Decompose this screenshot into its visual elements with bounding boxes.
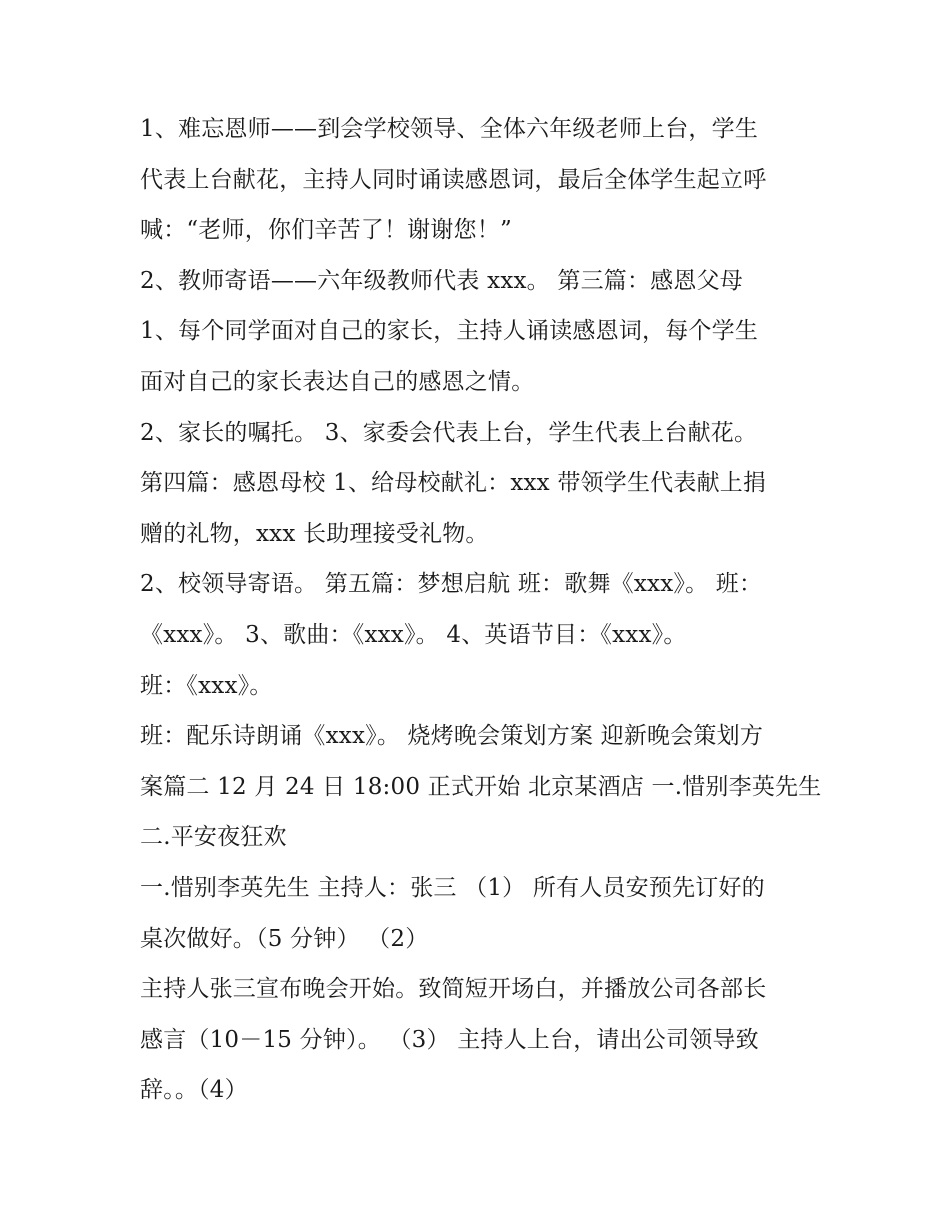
text-line-13: 班：配乐诗朗诵《xxx》。 烧烤晚会策划方案 迎新晚会策划方 <box>140 723 764 750</box>
text-line-11: 《xxx》。 3、歌曲：《xxx》。 4、英语节目：《xxx》。 <box>140 621 687 648</box>
text-line-3: 喊：“老师，你们辛苦了！谢谢您！” <box>140 217 512 244</box>
document-body <box>140 104 840 1116</box>
text-line-20: 辞。。（4） <box>140 1077 248 1104</box>
text-line-12: 班：《xxx》。 <box>140 672 273 699</box>
text-line-8: 第四篇：感恩母校 1、给母校献礼：xxx 带领学生代表献上捐 <box>140 470 767 497</box>
text-line-18: 主持人张三宣布晚会开始。致简短开场白，并播放公司各部长 <box>140 976 767 1003</box>
text-line-14: 案篇二 12 月 24 日 18:00 正式开始 北京某酒店 一.惜别李英先生 <box>140 773 822 800</box>
text-line-2: 代表上台献花，主持人同时诵读感恩词，最后全体学生起立呼 <box>140 166 767 193</box>
text-line-16: 一.惜别李英先生 主持人：张三 （1） 所有人员安预先订好的 <box>140 874 765 901</box>
text-line-4: 2、教师寄语——六年级教师代表 xxx。 第三篇：感恩父母 <box>140 267 743 294</box>
text-line-5: 1、每个同学面对自己的家长，主持人诵读感恩词，每个学生 <box>140 318 759 345</box>
text-line-15: 二.平安夜狂欢 <box>140 824 287 851</box>
text-line-19: 感言（10－15 分钟）。 （3） 主持人上台，请出公司领导致 <box>140 1026 759 1053</box>
text-line-6: 面对自己的家长表达自己的感恩之情。 <box>140 368 535 395</box>
text-line-10: 2、校领导寄语。 第五篇：梦想启航 班：歌舞《xxx》。 班： <box>140 571 763 598</box>
text-line-1: 1、难忘恩师——到会学校领导、全体六年级老师上台，学生 <box>140 116 759 142</box>
text-line-7: 2、家长的嘱托。 3、家委会代表上台，学生代表上台献花。 <box>140 419 758 446</box>
text-line-17: 桌次做好。（5 分钟） （2） <box>140 925 429 952</box>
text-line-9: 赠的礼物，xxx 长助理接受礼物。 <box>140 520 489 547</box>
